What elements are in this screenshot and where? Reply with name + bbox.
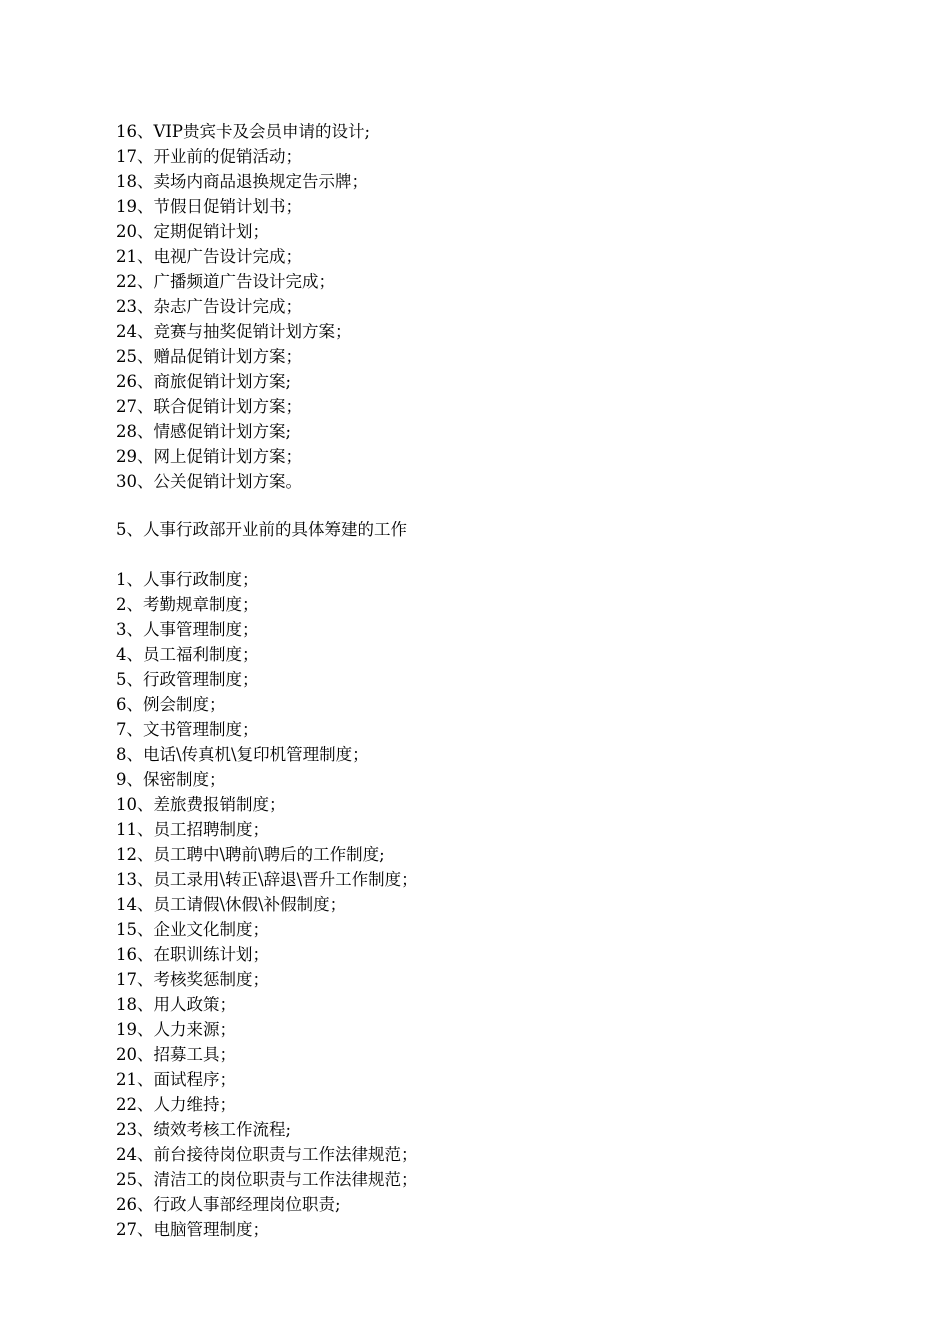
list-item: 21、电视广告设计完成；	[116, 247, 302, 266]
list-item: 26、行政人事部经理岗位职责;	[116, 1195, 341, 1214]
list-item: 30、公关促销计划方案。	[116, 472, 302, 491]
list-item: 4、员工福利制度；	[116, 645, 259, 664]
list-item: 16、在职训练计划；	[116, 945, 269, 964]
list-item: 28、情感促销计划方案;	[116, 422, 292, 441]
list-item: 1、人事行政制度；	[116, 570, 259, 589]
list-item: 19、人力来源；	[116, 1020, 236, 1039]
list-item: 11、员工招聘制度；	[116, 820, 269, 839]
list-item: 3、人事管理制度；	[116, 620, 259, 639]
list-item: 18、卖场内商品退换规定告示牌；	[116, 172, 368, 191]
list-item: 18、用人政策；	[116, 995, 236, 1014]
list-item: 22、人力维持；	[116, 1095, 236, 1114]
list-item: 8、电话\传真机\复印机管理制度；	[116, 745, 369, 764]
list-item: 2、考勤规章制度；	[116, 595, 259, 614]
list-item: 27、电脑管理制度；	[116, 1220, 269, 1239]
list-item: 25、清洁工的岗位职责与工作法律规范；	[116, 1170, 418, 1189]
list-item: 27、联合促销计划方案；	[116, 397, 302, 416]
list-item: 9、保密制度；	[116, 770, 226, 789]
list-item: 6、例会制度；	[116, 695, 226, 714]
list-item: 14、员工请假\休假\补假制度；	[116, 895, 347, 914]
promotion-items-list	[116, 119, 370, 494]
list-item: 17、开业前的促销活动；	[116, 147, 302, 166]
list-item: 21、面试程序；	[116, 1070, 236, 1089]
section-heading: 5、人事行政部开业前的具体筹建的工作	[116, 520, 407, 539]
list-item: 10、差旅费报销制度；	[116, 795, 286, 814]
list-item: 25、赠品促销计划方案；	[116, 347, 302, 366]
list-item: 26、商旅促销计划方案;	[116, 372, 292, 391]
hr-admin-items-list	[116, 567, 418, 1242]
list-item: 13、员工录用\转正\辞退\晋升工作制度；	[116, 870, 418, 889]
list-item: 16、VIP贵宾卡及会员申请的设计;	[116, 122, 371, 141]
list-item: 17、考核奖惩制度；	[116, 970, 269, 989]
list-item: 19、节假日促销计划书；	[116, 197, 302, 216]
list-item: 22、广播频道广告设计完成；	[116, 272, 335, 291]
list-item: 5、行政管理制度；	[116, 670, 259, 689]
list-item: 20、招募工具；	[116, 1045, 236, 1064]
list-item: 20、定期促销计划；	[116, 222, 269, 241]
list-item: 24、前台接待岗位职责与工作法律规范；	[116, 1145, 418, 1164]
list-item: 24、竞赛与抽奖促销计划方案；	[116, 322, 352, 341]
list-item: 23、绩效考核工作流程;	[116, 1120, 292, 1139]
list-item: 29、网上促销计划方案；	[116, 447, 302, 466]
list-item: 15、企业文化制度；	[116, 920, 269, 939]
list-item: 23、杂志广告设计完成；	[116, 297, 302, 316]
list-item: 12、员工聘中\聘前\聘后的工作制度;	[116, 845, 385, 864]
list-item: 7、文书管理制度；	[116, 720, 259, 739]
